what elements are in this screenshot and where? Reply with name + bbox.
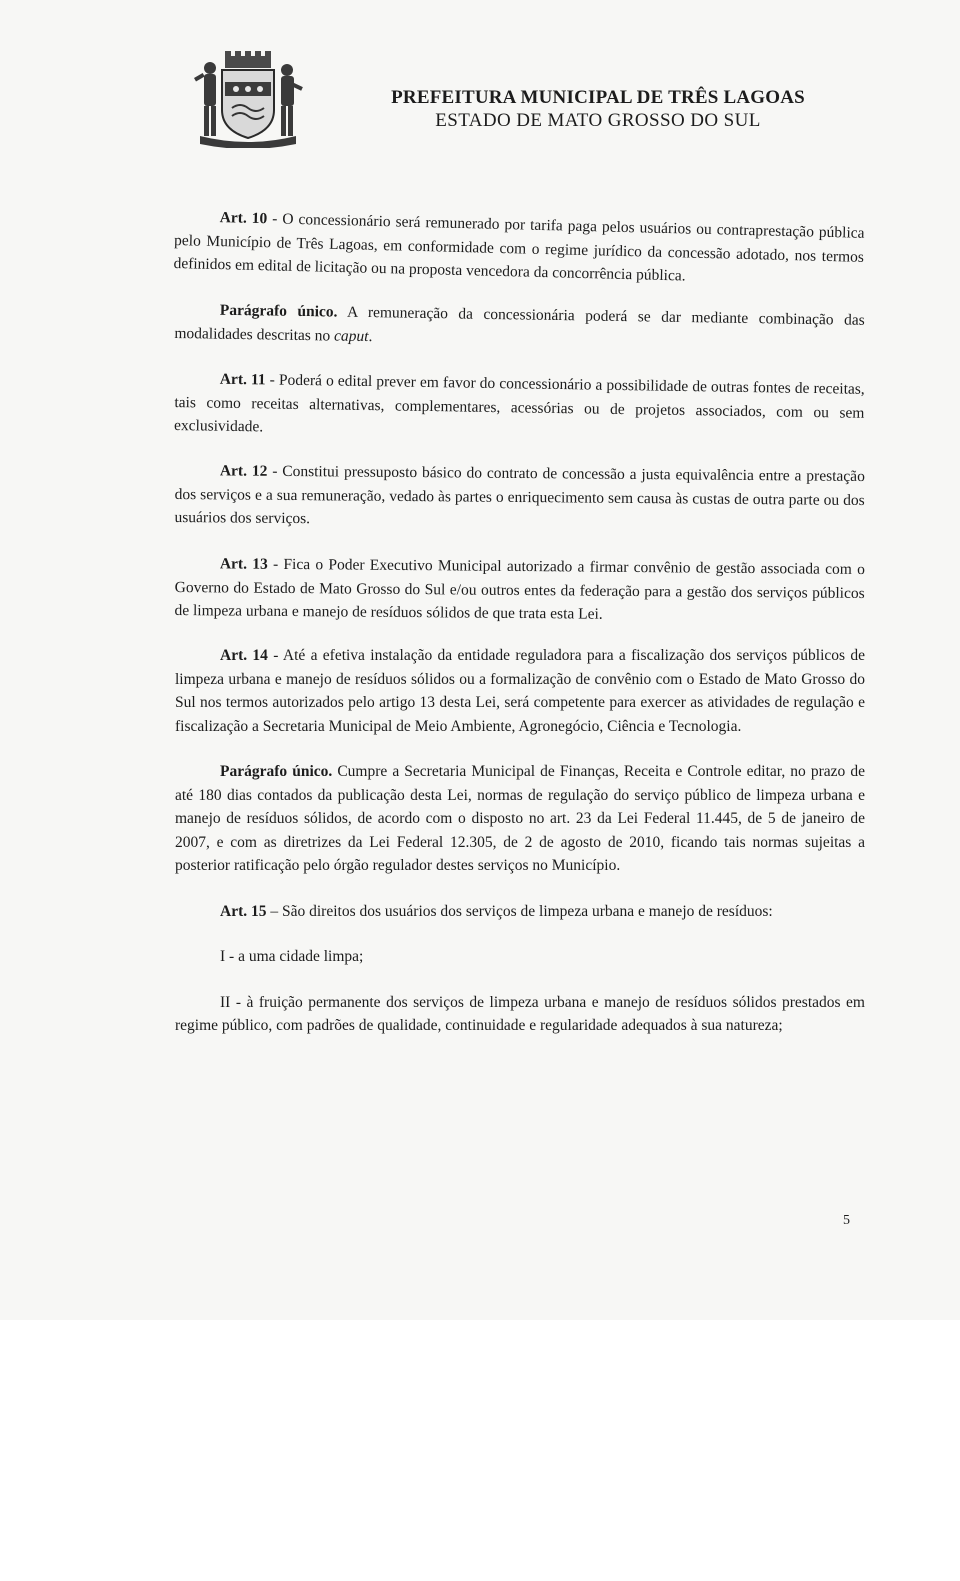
article-10-paragraph-end: . [368,327,373,345]
article-15-item-2: II - à fruição permanente dos serviços de limpeza urbana e manejo de resíduos sólidos prestados em regime público, com padrões de qualidade, continuidade e regularidade adequados à sua natureza; [175,993,865,1034]
article-10-label: Art. 10 [219,209,268,228]
article-15-label: Art. 15 [220,902,267,920]
article-15-text: – São direitos dos usuários dos serviços de limpeza urbana e manejo de resíduos: [266,902,773,920]
article-14-paragraph-label: Parágrafo único. [220,763,333,780]
article-10 [173,205,865,292]
article-10-paragraph-text: A remuneração da concessionária poderá se dar mediante combinação das modalidades descritas no [174,303,865,344]
municipal-coat-of-arms-icon [180,48,315,148]
blank-margin [0,1320,960,1581]
article-10-paragraph-label: Parágrafo único. [219,301,338,321]
article-14-text: - Até a efetiva instalação da entidade reguladora para a fiscalização dos serviços públicos de limpeza urbana e manejo de resíduos sólidos ou a formalização de convênio com o Estado de Mato Grosso do Sul nos termos autorizados pelo artigo 13 desta Lei, será competente para exercer as atividades de regulação e fiscalização a Secretaria Municipal de Meio Ambiente, Agronegócio, Ciência e Tecnologia. [175,647,865,735]
article-12 [174,459,865,536]
letterhead [180,48,820,148]
article-13 [174,552,865,629]
article-14 [175,644,865,738]
document-body [175,205,865,1060]
letterhead-text [383,86,813,132]
article-11-label: Art. 11 [219,370,266,388]
article-11-text: - Poderá o edital prever em favor do concessionário a possibilidade de outras fontes de receitas, tais como receitas alternativas, complementares, acessórias ou de projetos associados, com ou sem exclusividade. [173,370,865,435]
page-number: 5 [843,1213,850,1228]
article-14-label: Art. 14 [220,647,268,664]
article-15-item-1: I - a uma cidade limpa; [220,948,364,965]
letterhead-title: PREFEITURA MUNICIPAL DE TRÊS LAGOAS [391,87,805,108]
article-13-text: - Fica o Poder Executivo Municipal autorizado a firmar convênio de gestão associada com o Governo do Estado de Mato Grosso do Sul e/ou outros entes da federação para a gestão dos serviços públicos de limpeza urbana e manejo de resíduos sólidos de que trata esta Lei. [174,555,865,623]
letterhead-subtitle: ESTADO DE MATO GROSSO DO SUL [435,110,761,131]
article-15 [175,900,865,924]
article-14-paragraph [175,760,865,878]
article-10-paragraph [174,298,865,356]
article-14-paragraph-text: Cumpre a Secretaria Municipal de Finanças, Receita e Controle editar, no prazo de até 180 dias contados da publicação desta Lei, normas de regulação do serviço público de limpeza urbana e manejo de resíduos sólidos, de acordo com o disposto no art. 23 da Lei Federal 11.445, de 5 de janeiro de 2007, e com as diretrizes da Lei Federal 12.305, de 2 de agosto de 2010, ficando tais normas sujeitas a posterior ratificação pelo órgão regulador destes serviços no Município. [175,763,865,874]
article-12-label: Art. 12 [219,462,268,480]
article-12-text: - Constitui pressuposto básico do contrato de concessão a justa equivalência entre a prestação dos serviços e a sua remuneração, vedado às partes o enriquecimento sem causa às custas de outra parte ou dos usuários dos serviços. [174,462,865,528]
article-13-label: Art. 13 [219,554,268,573]
article-10-paragraph-caput: caput [334,326,369,345]
article-11 [174,367,865,448]
article-10-text: - O concessionário será remunerado por tarifa paga pelos usuários ou contraprestação pública pelo Município de Três Lagoas, em conformidade com o regime jurídico da concessão adotado, nos termos definidos em edital de licitação ou na proposta vencedora da concorrência pública. [173,210,865,285]
